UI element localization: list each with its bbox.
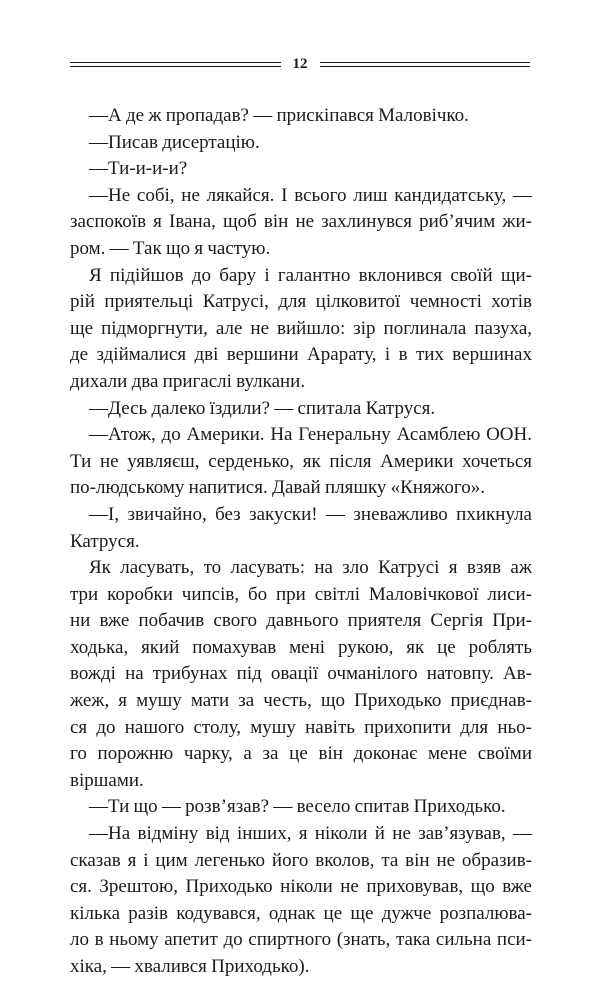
text-line: —І, звичайно, без закуски! — зневажливо пхикнула — [89, 503, 532, 525]
text-line: —На відміну від інших, я ніколи й не зав’язував, — — [89, 823, 532, 845]
text-line: по-людському напитися. Давай пляшку «Княжого». — [70, 477, 485, 499]
page-number: 12 — [292, 55, 308, 72]
text-line: жеж, я мушу мати за честь, що Приходько приєднав- — [70, 690, 532, 712]
text-line: Як ласувать, то ласувать: на зло Катрусі я взяв аж — [89, 557, 532, 579]
text-line: де здіймалися дві вершини Арарату, і в тих вершинах — [70, 344, 532, 366]
text-line: —Ти що — розв’язав? — весело спитав Приходько. — [89, 796, 506, 818]
text-line: рій приятельці Катрусі, для цілковитої чемності хотів — [70, 291, 532, 313]
text-line: ло в ньому апетит до спиртного (знать, така сильна пси- — [70, 929, 532, 951]
text-line: кілька разів кодувався, однак це ще дужче розпалюва- — [70, 902, 532, 924]
text-line: ся. Зрештою, Приходько ніколи не приховував, що вже — [70, 876, 532, 898]
text-line: ся до нашого столу, мушу навіть прихопити для ньо- — [70, 716, 532, 738]
text-line: —Не собі, не лякайся. І всього лиш кандидатську, — — [89, 184, 532, 206]
text-line: Катруся. — [70, 530, 140, 552]
header-rule-right — [320, 62, 531, 67]
text-line: ще підморгнути, але не вийшло: зір поглинала пазуха, — [70, 317, 532, 339]
text-line: віршами. — [70, 769, 144, 791]
text-line: Ти не уявляєш, серденько, як після Америки хочеться — [70, 450, 532, 472]
text-line: го порожню чарку, а за це він доконає мене своїми — [70, 743, 532, 765]
text-line: вожді на трибунах під овації очманілого натовпу. Ав- — [70, 663, 532, 685]
text-line: ни вже побачив свого давнього приятеля Сергія При- — [70, 610, 532, 632]
text-line: заспокоїв я Івана, щоб він не захлинувся риб’ячим жи- — [70, 211, 532, 233]
running-header — [70, 52, 530, 76]
text-line: —А де ж пропадав? — прискіпався Маловічко. — [89, 105, 469, 126]
text-line: дихали два пригаслі вулкани. — [70, 370, 306, 392]
text-line: сказав я і цим легенько його вколов, та він не образив- — [70, 849, 532, 871]
text-line: три коробки чипсів, бо при світлі Маловічкової лиси- — [70, 583, 532, 605]
text-line: —Атож, до Америки. На Генеральну Асамблею ООН. — [89, 424, 532, 446]
text-line: ром. — Так що я частую. — [70, 237, 271, 259]
text-line: —Писав дисертацію. — [89, 131, 260, 153]
text-line: хіка, — хвалився Приходько). — [70, 956, 310, 977]
body-text — [70, 103, 532, 981]
text-line: —Десь далеко їздили? — спитала Катруся. — [89, 397, 436, 419]
text-line: —Ти-и-и-и? — [89, 158, 188, 180]
text-line: Я підійшов до бару і галантно вклонився своїй щи- — [89, 264, 532, 286]
text-line: ходька, який помахував мені рукою, як це роблять — [70, 636, 532, 658]
header-rule-left — [70, 62, 281, 67]
